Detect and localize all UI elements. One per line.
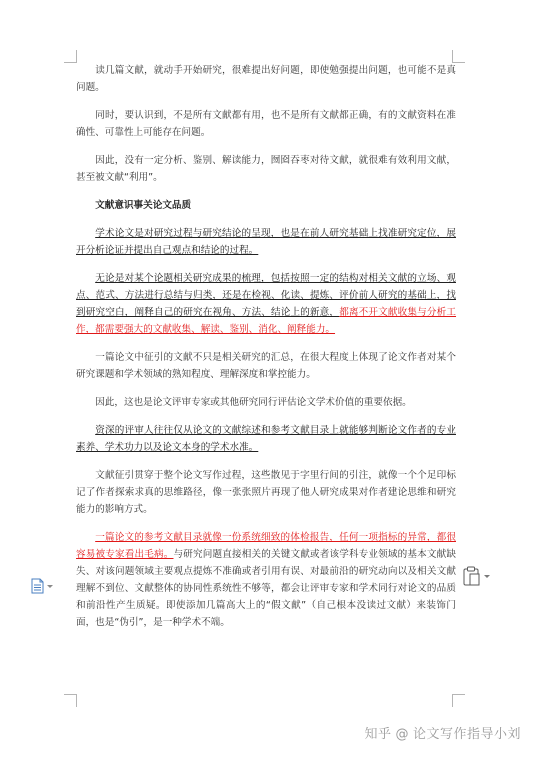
page-corner-mark-bottom-left <box>64 694 77 707</box>
paragraph-8-underlined-text: 资深的评审人往往仅从论文的文献综述和参考文献目录上就能够判断论文作者的专业素养、学术功力以及论文本身的学术水准。 <box>76 425 456 453</box>
paragraph-8 <box>76 422 456 456</box>
page-corner-mark-bottom-right <box>452 694 465 707</box>
paragraph-1-text: 读几篇文献，就动手开始研究，很难提出好问题，即使勉强提出问题，也可能不是真问题。 <box>76 65 456 93</box>
paragraph-10-red-highlight: 一篇论文的参考文献目录就像一份系统细致的体检报告，任何一项指标的异常，都很容易被专家看出毛病。 <box>76 532 456 560</box>
paragraph-6 <box>76 349 456 383</box>
paragraph-5-underlined-text: 无论是对某个论题相关研究成果的梳理，包括按照一定的结构对相关文献的立场、观点、范式、方法进行总结与归类，还是在检视、化读、提炼、评价前人研究的基础上，找到研究空白，阐释自己的研究在视角、方法、结论上的新意， <box>76 273 456 318</box>
paragraph-5-red-highlight: 都离不开文献收集与分析工作，都需要强大的文献收集、解读、鉴别、消化、阐释能力。 <box>76 307 457 335</box>
paragraph-7-text: 因此，这也是论文评审专家或其他研究同行评估论文学术价值的重要依据。 <box>95 397 412 408</box>
paragraph-1 <box>76 62 456 96</box>
paragraph-3-text: 因此，没有一定分析、鉴别、解读能力，囫囵吞枣对待文献，就很难有效利用文献，甚至被文献“利用”。 <box>76 155 456 183</box>
paste-options-icon[interactable] <box>462 566 492 586</box>
zhihu-watermark <box>364 723 521 742</box>
paragraph-9 <box>76 467 456 518</box>
document-icon[interactable] <box>30 578 54 594</box>
watermark-separator: @ <box>395 727 409 742</box>
paragraph-10-text: 与研究问题直接相关的关键文献或者该学科专业领域的基本文献缺失、对该问题领域主要观点提炼不准确或者引用有误、对最前沿的研究动向以及相关文献理解不到位、文献整体的协同性系统性不够等，都会让评审专家和学术同行对论文的品质和前沿性产生质疑。即使添加几篇高大上的“假文献”（自己根本没读过文献）来装饰门面，也是“伪引”，是一种学术不端。 <box>76 549 457 628</box>
watermark-author: 论文写作指导小刘 <box>412 727 521 742</box>
paragraph-5 <box>76 270 456 338</box>
paragraph-7 <box>76 394 456 411</box>
paragraph-9-text: 文献征引贯穿于整个论文写作过程，这些散见于字里行间的引注，就像一个个足印标记了作者探索求真的思维路径，像一张张照片再现了他人研究成果对作者建论思维和研究能力的影响方式。 <box>76 470 456 515</box>
section-heading-text: 文献意识事关论文品质 <box>95 200 192 211</box>
paragraph-6-text: 一篇论文中征引的文献不只是相关研究的汇总，在很大程度上体现了论文作者对某个研究课题和学术领域的熟知程度、理解深度和掌控能力。 <box>76 352 456 380</box>
document-body[interactable] <box>76 62 456 642</box>
paragraph-4 <box>76 225 456 259</box>
watermark-brand: 知乎 <box>364 727 392 742</box>
paragraph-4-underlined-text: 学术论文是对研究过程与研究结论的呈现，也是在前人研究基础上找准研究定位，展开分析论证并提出自己观点和结论的过程。 <box>76 228 456 256</box>
section-heading <box>76 197 456 214</box>
paragraph-2 <box>76 107 456 141</box>
paragraph-2-text: 同时，要认识到，不是所有文献都有用，也不是所有文献都正确，有的文献资料在准确性、可靠性上可能存在问题。 <box>76 110 456 138</box>
paragraph-10 <box>76 529 456 631</box>
paragraph-3 <box>76 152 456 186</box>
